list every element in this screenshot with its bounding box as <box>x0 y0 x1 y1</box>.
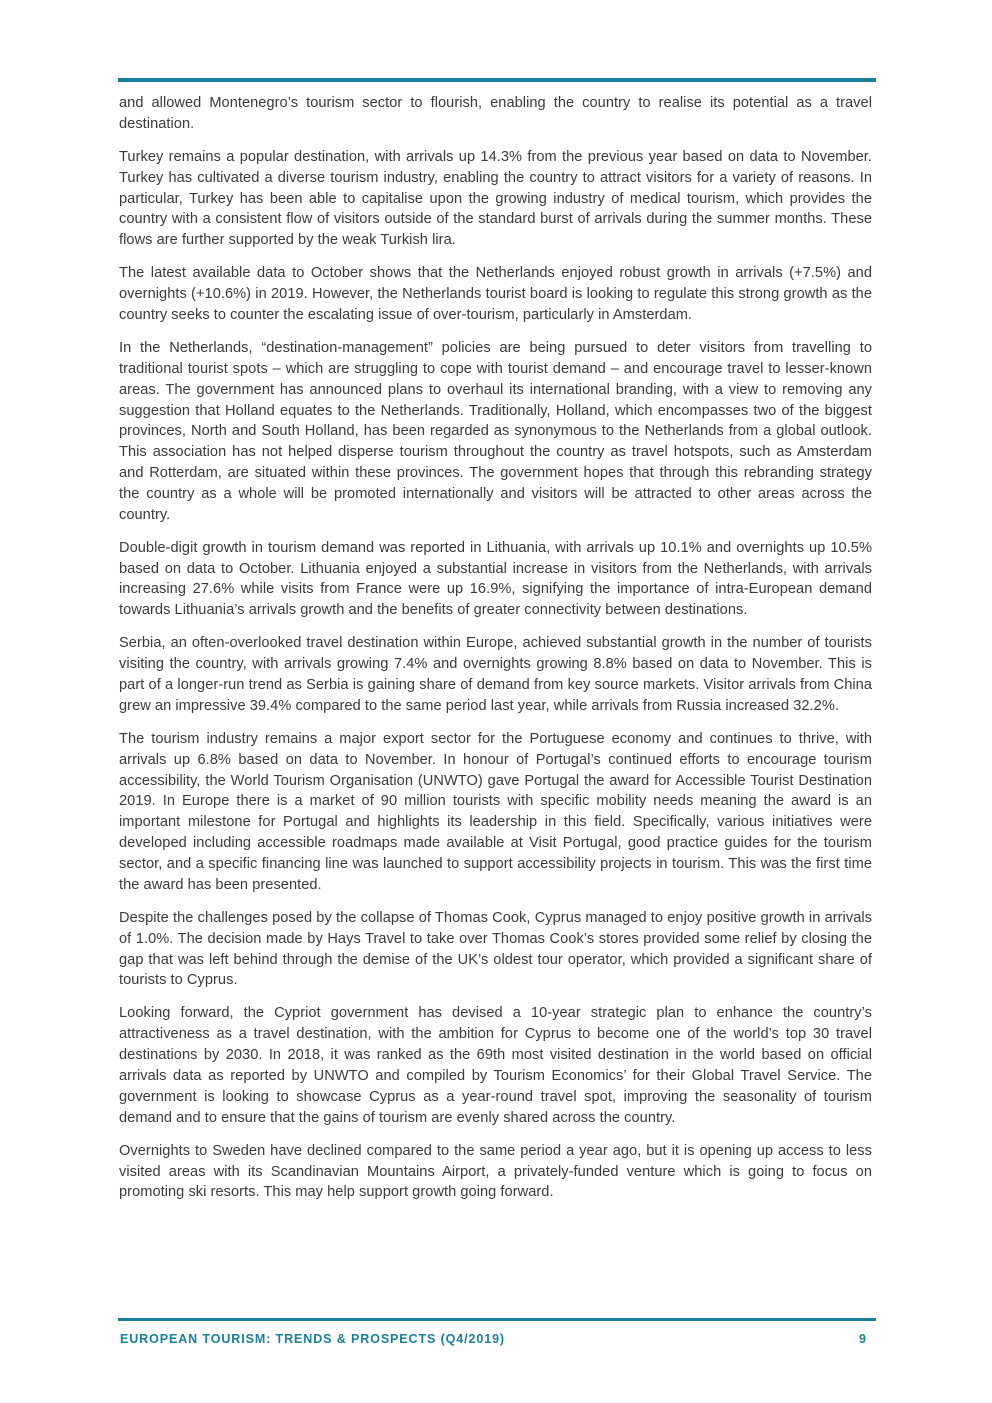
paragraph-sweden: Overnights to Sweden have declined compared to the same period a year ago, but it is opening up access to less visited areas with its Scandinavian Mountains Airport, a privately-funded venture which is going to focus on promoting ski resorts. This may help support growth going forward. <box>119 1142 872 1201</box>
paragraph-cyprus: Despite the challenges posed by the collapse of Thomas Cook, Cyprus managed to enjoy positive growth in arrivals of 1.0%. The decision made by Hays Travel to take over Thomas Cook’s stores provided some relief by closing the gap that was left behind through the demise of the UK’s oldest tour operator, which provided a significant share of tourists to Cyprus. <box>119 909 872 989</box>
page-number: 9 <box>859 1332 866 1346</box>
footer-title: EUROPEAN TOURISM: TRENDS & PROSPECTS (Q4/2019) <box>120 1332 505 1346</box>
paragraph-serbia: Serbia, an often-overlooked travel destination within Europe, achieved substantial growth in the number of tourists visiting the country, with arrivals growing 7.4% and overnights growing 8.8% based on data to November. This is part of a longer-run trend as Serbia is gaining share of demand from key source markets. Visitor arrivals from China grew an impressive 39.4% compared to the same period last year, while arrivals from Russia increased 32.2%. <box>119 635 872 714</box>
paragraph-netherlands-growth: The latest available data to October shows that the Netherlands enjoyed robust growth in arrivals (+7.5%) and overnights (+10.6%) in 2019. However, the Netherlands tourist board is looking to regulate this strong growth as the country seeks to counter the escalating issue of over-tourism, particularly in Amsterdam. <box>119 265 872 323</box>
footer-rule <box>118 1318 876 1321</box>
paragraph-lithuania: Double-digit growth in tourism demand was reported in Lithuania, with arrivals up 10.1% and overnights up 10.5% based on data to October. Lithuania enjoyed a substantial increase in visitors from the Netherlands, with arrivals increasing 27.6% while visits from France were up 16.9%, signifying the importance of intra-European demand towards Lithuania’s arrivals growth and the benefits of greater connectivity between destinations. <box>119 539 872 619</box>
header-rule <box>118 78 876 82</box>
paragraph-netherlands-policy: In the Netherlands, “destination-management” policies are being pursued to deter visitors from travelling to traditional tourist spots – which are struggling to cope with tourist demand – and encourage travel to lesser-known areas. The government has announced plans to overhaul its international branding, with a view to removing any suggestion that Holland equates to the Netherlands. Traditionally, Holland, which encompasses two of the biggest provinces, North and South Holland, has been regarded as synonymous to the Netherlands from a global outlook. This association has not helped disperse tourism throughout the country as travel hotspots, such as Amsterdam and Rotterdam, are situated within these provinces. The government hopes that through this rebranding strategy the country as a whole will be promoted internationally and visitors will be attracted to other areas across the country. <box>119 340 872 523</box>
document-body <box>119 93 872 1215</box>
paragraph-montenegro: and allowed Montenegro’s tourism sector to flourish, enabling the country to realise its potential as a travel destination. <box>119 95 872 132</box>
paragraph-portugal: The tourism industry remains a major export sector for the Portuguese economy and continues to thrive, with arrivals up 6.8% based on data to November. In honour of Portugal’s continued efforts to encourage tourism accessibility, the World Tourism Organisation (UNWTO) gave Portugal the award for Accessible Tourist Destination 2019. In Europe there is a market of 90 million tourists with specific mobility needs meaning the award is an important milestone for Portugal and highlights its leadership in this field. Specifically, various initiatives were developed including accessible roadmaps made available at Visit Portugal, good practice guides for the tourism sector, and a specific financing line was launched to support accessibility projects in tourism. This was the first time the award has been presented. <box>119 730 872 893</box>
paragraph-cyprus-outlook: Looking forward, the Cypriot government has devised a 10-year strategic plan to enhance the country’s attractiveness as a travel destination, with the ambition for Cyprus to become one of the world’s top 30 travel destinations by 2030. In 2018, it was ranked as the 69th most visited destination in the world based on official arrivals data as reported by UNWTO and compiled by Tourism Economics’ for their Global Travel Service. The government is looking to showcase Cyprus as a year-round travel spot, improving the seasonality of tourism demand and to ensure that the gains of tourism are evenly shared across the country. <box>119 1005 872 1126</box>
paragraph-turkey: Turkey remains a popular destination, with arrivals up 14.3% from the previous year based on data to November. Turkey has cultivated a diverse tourism industry, enabling the country to attract visitors for a variety of reasons. In particular, Turkey has been able to capitalise upon the growing industry of medical tourism, which provides the country with a consistent flow of visitors outside of the standard burst of arrivals during the summer months. These flows are further supported by the weak Turkish lira. <box>119 148 872 249</box>
